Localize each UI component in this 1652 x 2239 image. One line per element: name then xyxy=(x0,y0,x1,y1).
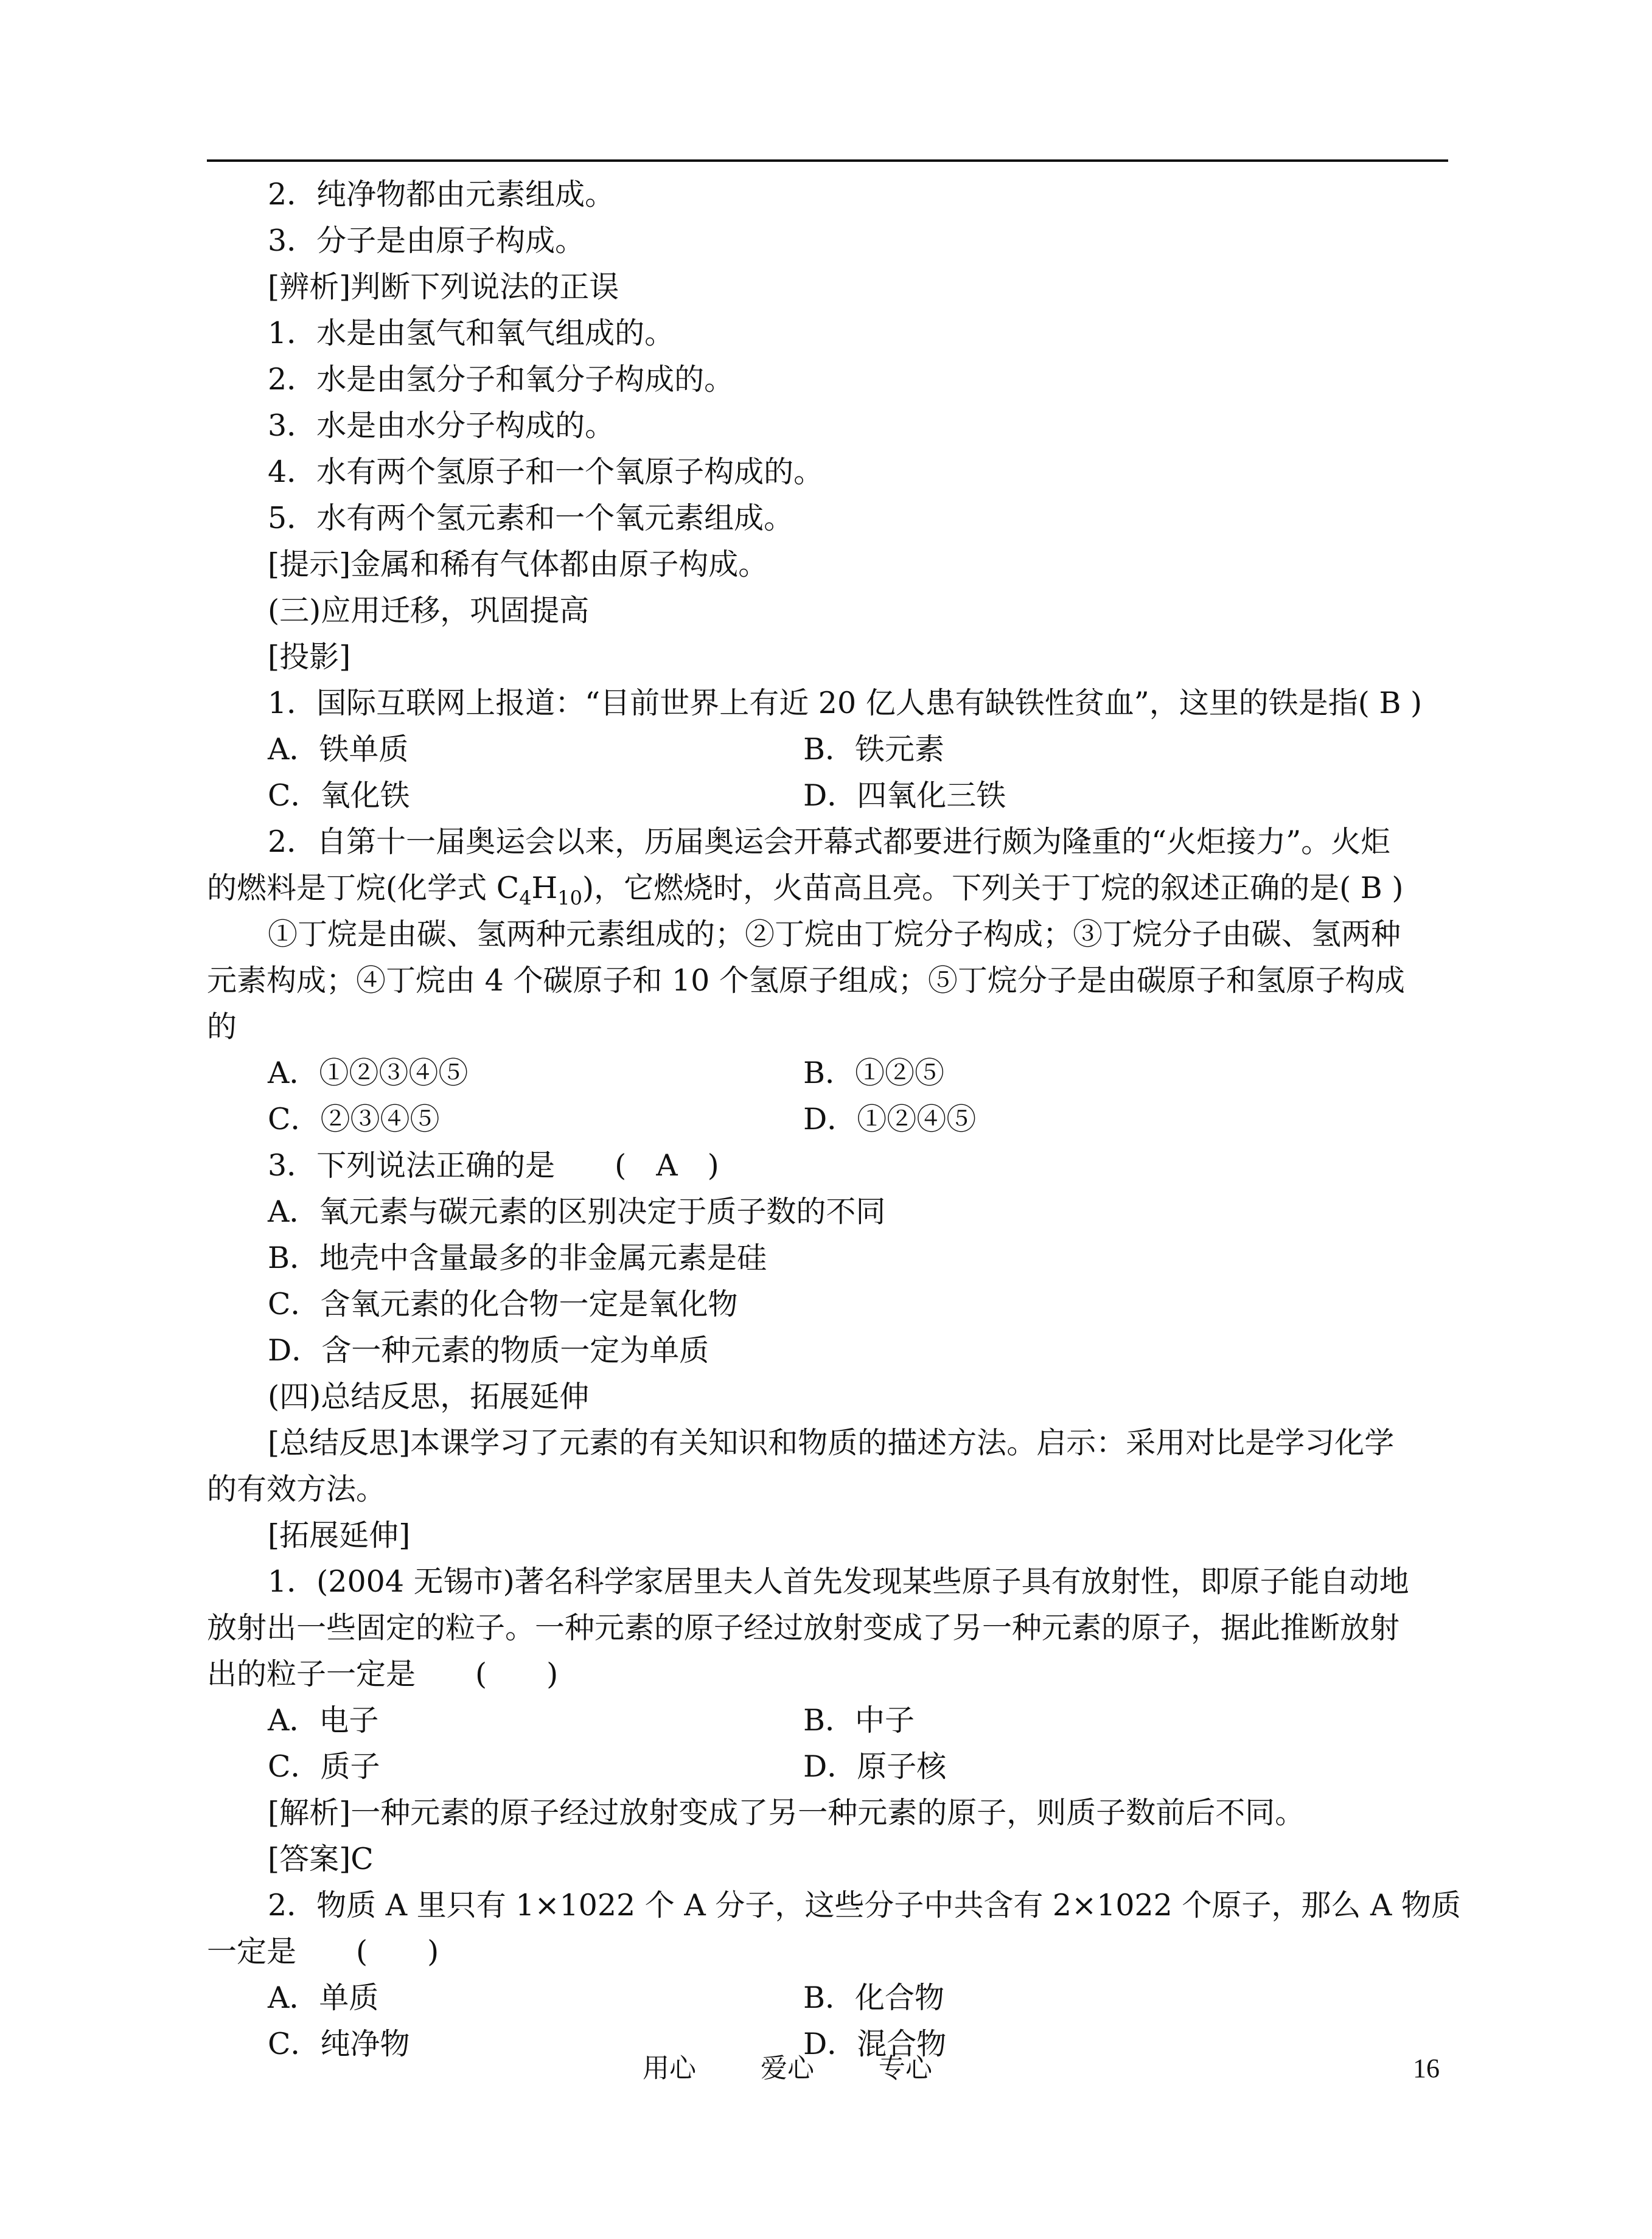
text-line: 3．分子是由原子构成。 xyxy=(268,223,585,258)
option: B．地壳中含量最多的非金属元素是硅 xyxy=(268,1241,767,1275)
header-rule xyxy=(207,159,1448,162)
option: C．质子 xyxy=(268,1749,380,1784)
text-span: 的燃料是丁烷(化学式 C xyxy=(207,871,520,905)
option: D．含一种元素的物质一定为单质 xyxy=(268,1333,709,1368)
option: C．含氧元素的化合物一定是氧化物 xyxy=(268,1287,738,1321)
option: A．①②③④⑤ xyxy=(268,1056,469,1090)
section-heading: (三)应用迁移，巩固提高 xyxy=(268,593,590,628)
option: B．中子 xyxy=(803,1703,915,1738)
footer-word: 专心 xyxy=(879,2053,932,2084)
text-line: 放射出一些固定的粒子。一种元素的原子经过放射变成了另一种元素的原子，据此推断放射 xyxy=(207,1610,1400,1645)
option: A．铁单质 xyxy=(268,732,409,767)
option: B．①②⑤ xyxy=(803,1056,945,1090)
analysis-line: [解析]一种元素的原子经过放射变成了另一种元素的原子，则质子数前后不同。 xyxy=(268,1795,1305,1830)
option: C．氧化铁 xyxy=(268,778,410,813)
option: D．混合物 xyxy=(803,2027,947,2061)
section-heading: (四)总结反思，拓展延伸 xyxy=(268,1379,590,1414)
text-line: 4．水有两个氢原子和一个氧原子构成的。 xyxy=(268,454,824,489)
text-line: 元素构成；④丁烷由 4 个碳原子和 10 个氢原子组成；⑤丁烷分子是由碳原子和氢原子构成 xyxy=(207,963,1405,998)
option: C．纯净物 xyxy=(268,2027,410,2061)
text-line: [拓展延伸] xyxy=(268,1518,411,1553)
text-line: 的有效方法。 xyxy=(207,1472,386,1506)
extension-question-1: 1．(2004 无锡市)著名科学家居里夫人首先发现某些原子具有放射性，即原子能自动地 xyxy=(268,1564,1409,1599)
question-2-continued xyxy=(207,865,1448,911)
option: C．②③④⑤ xyxy=(268,1102,440,1137)
question-2: 2．自第十一届奥运会以来，历届奥运会开幕式都要进行颇为隆重的“火炬接力”。火炬 xyxy=(268,824,1391,859)
text-line: [提示]金属和稀有气体都由原子构成。 xyxy=(268,547,768,582)
option: A．电子 xyxy=(268,1703,379,1738)
options-row xyxy=(207,1096,1448,1143)
text-line: 3．水是由水分子构成的。 xyxy=(268,408,615,443)
options-row xyxy=(207,1698,1448,1744)
text-line: 1．水是由氢气和氧气组成的。 xyxy=(268,316,675,350)
answer-line: [答案]C xyxy=(268,1842,374,1876)
footer-motto xyxy=(643,2050,932,2087)
option: A．氧元素与碳元素的区别决定于质子数的不同 xyxy=(268,1194,886,1229)
options-row xyxy=(207,773,1448,819)
text-line: 5．水有两个氢元素和一个氧元素组成。 xyxy=(268,501,794,535)
options-row xyxy=(207,1975,1448,2021)
question-1: 1．国际互联网上报道：“目前世界上有近 20 亿人患有缺铁性贫血”，这里的铁是指( B ) xyxy=(268,686,1423,720)
option: D．原子核 xyxy=(803,1749,947,1784)
text-line: [辨析]判断下列说法的正误 xyxy=(268,270,619,304)
page-number: 16 xyxy=(1413,2053,1440,2083)
text-line: 2．纯净物都由元素组成。 xyxy=(268,177,615,212)
text-line: [总结反思]本课学习了元素的有关知识和物质的描述方法。启示：采用对比是学习化学 xyxy=(268,1426,1395,1460)
question-3: 3．下列说法正确的是 ( A ) xyxy=(268,1148,719,1183)
option: B．铁元素 xyxy=(803,732,945,767)
subscript: 4 xyxy=(519,886,532,910)
option: D．①②④⑤ xyxy=(803,1102,977,1137)
text-line: 一定是 ( ) xyxy=(207,1934,439,1969)
subscript: 10 xyxy=(557,886,582,910)
options-row xyxy=(207,1744,1448,1790)
footer-word: 用心 xyxy=(643,2053,696,2084)
text-line: 的 xyxy=(207,1009,237,1044)
text-line: 出的粒子一定是 ( ) xyxy=(207,1657,559,1691)
options-row xyxy=(207,726,1448,773)
option: A．单质 xyxy=(268,1980,379,2015)
text-line: [投影] xyxy=(268,639,351,674)
options-row xyxy=(207,1050,1448,1096)
text-span: )，它燃烧时，火苗高且亮。下列关于丁烷的叙述正确的是( B ) xyxy=(582,871,1404,905)
option: B．化合物 xyxy=(803,1980,945,2015)
extension-question-2: 2．物质 A 里只有 1×1022 个 A 分子，这些分子中共含有 2×1022 个原子，那么 A 物质 xyxy=(268,1888,1461,1923)
text-span: H xyxy=(531,871,558,905)
text-line: ①丁烷是由碳、氢两种元素组成的；②丁烷由丁烷分子构成；③丁烷分子由碳、氢两种 xyxy=(268,917,1401,952)
option: D．四氧化三铁 xyxy=(803,778,1006,813)
footer-word: 爱心 xyxy=(761,2053,814,2084)
document-body xyxy=(207,172,1461,2067)
text-line: 2．水是由氢分子和氧分子构成的。 xyxy=(268,362,734,397)
